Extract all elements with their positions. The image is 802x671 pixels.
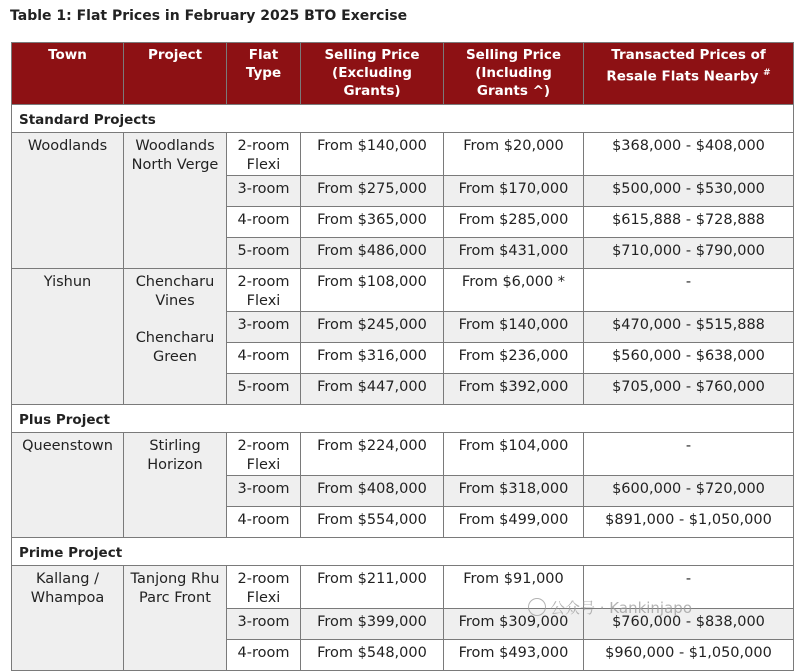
header-project: Project	[124, 43, 227, 105]
watermark-text: 公众号 · Kankinjapo	[550, 599, 692, 617]
selling-price-inc-cell: From $20,000	[444, 133, 584, 176]
resale-price-cell: $600,000 - $720,000	[584, 476, 794, 507]
project-name: Chencharu Vines	[135, 274, 215, 309]
town-cell: Yishun	[12, 269, 124, 405]
table-caption: Table 1: Flat Prices in February 2025 BTO Exercise	[10, 8, 408, 24]
selling-price-ex-cell: From $447,000	[301, 374, 444, 405]
flat-type-cell: 4-room	[227, 343, 301, 374]
resale-price-cell: $960,000 - $1,050,000	[584, 640, 794, 671]
selling-price-inc-cell: From $236,000	[444, 343, 584, 374]
section-row	[12, 538, 794, 566]
flat-type-cell: 3-room	[227, 312, 301, 343]
resale-price-cell: -	[584, 269, 794, 312]
header-resale	[584, 43, 794, 105]
selling-price-inc-cell: From $392,000	[444, 374, 584, 405]
flat-prices-table	[11, 42, 794, 671]
selling-price-ex-cell: From $245,000	[301, 312, 444, 343]
watermark	[528, 597, 692, 618]
project-cell	[124, 133, 227, 269]
table-body	[12, 105, 794, 671]
selling-price-inc-cell: From $91,000	[444, 566, 584, 609]
table-row	[12, 133, 794, 176]
header-flat-type: Flat Type	[227, 43, 301, 105]
resale-price-cell: $368,000 - $408,000	[584, 133, 794, 176]
selling-price-ex-cell: From $140,000	[301, 133, 444, 176]
table-row	[12, 433, 794, 476]
selling-price-ex-cell: From $275,000	[301, 176, 444, 207]
selling-price-ex-cell: From $399,000	[301, 609, 444, 640]
selling-price-ex-cell: From $108,000	[301, 269, 444, 312]
flat-type-cell: 3-room	[227, 176, 301, 207]
selling-price-ex-cell: From $224,000	[301, 433, 444, 476]
selling-price-inc-cell: From $170,000	[444, 176, 584, 207]
selling-price-inc-cell: From $140,000	[444, 312, 584, 343]
header-town: Town	[12, 43, 124, 105]
flat-type-cell: 2-room Flexi	[227, 269, 301, 312]
section-title: Plus Project	[12, 405, 794, 433]
selling-price-ex-cell: From $554,000	[301, 507, 444, 538]
flat-type-cell: 4-room	[227, 507, 301, 538]
town-cell: Woodlands	[12, 133, 124, 269]
selling-price-ex-cell: From $365,000	[301, 207, 444, 238]
header-resale-mark: #	[763, 68, 771, 78]
section-title: Standard Projects	[12, 105, 794, 133]
header-selling-price-ex: Selling Price (Excluding Grants)	[301, 43, 444, 105]
selling-price-inc-cell: From $104,000	[444, 433, 584, 476]
flat-type-cell: 5-room	[227, 238, 301, 269]
project-cell	[124, 566, 227, 671]
flat-type-cell: 2-room Flexi	[227, 133, 301, 176]
header-row	[12, 43, 794, 105]
flat-type-cell: 5-room	[227, 374, 301, 405]
resale-price-cell: -	[584, 566, 794, 609]
flat-type-cell: 4-room	[227, 640, 301, 671]
resale-price-cell: $560,000 - $638,000	[584, 343, 794, 374]
selling-price-inc-cell: From $318,000	[444, 476, 584, 507]
town-cell: Queenstown	[12, 433, 124, 538]
project-name: Woodlands North Verge	[131, 138, 219, 173]
section-row	[12, 105, 794, 133]
project-name: Stirling Horizon	[147, 438, 203, 473]
resale-price-cell: $705,000 - $760,000	[584, 374, 794, 405]
project-name: Tanjong Rhu Parc Front	[130, 571, 220, 606]
selling-price-inc-cell: From $285,000	[444, 207, 584, 238]
selling-price-inc-cell: From $309,000	[444, 609, 584, 640]
selling-price-ex-cell: From $486,000	[301, 238, 444, 269]
header-selling-price-inc: Selling Price (Including Grants ^)	[444, 43, 584, 105]
flat-type-cell: 3-room	[227, 476, 301, 507]
town-cell: Kallang / Whampoa	[12, 566, 124, 671]
selling-price-inc-cell: From $499,000	[444, 507, 584, 538]
section-title: Prime Project	[12, 538, 794, 566]
flat-type-cell: 3-room	[227, 609, 301, 640]
selling-price-inc-cell: From $6,000 *	[444, 269, 584, 312]
project-cell	[124, 433, 227, 538]
resale-price-cell: $710,000 - $790,000	[584, 238, 794, 269]
flat-type-cell: 4-room	[227, 207, 301, 238]
flat-type-cell: 2-room Flexi	[227, 433, 301, 476]
header-resale-label: Transacted Prices of Resale Flats Nearby	[606, 47, 766, 85]
selling-price-ex-cell: From $548,000	[301, 640, 444, 671]
resale-price-cell: $760,000 - $838,000	[584, 609, 794, 640]
table-row	[12, 269, 794, 312]
selling-price-inc-cell: From $493,000	[444, 640, 584, 671]
selling-price-ex-cell: From $408,000	[301, 476, 444, 507]
resale-price-cell: $500,000 - $530,000	[584, 176, 794, 207]
project-cell	[124, 269, 227, 405]
section-row	[12, 405, 794, 433]
wechat-icon	[528, 598, 546, 616]
project-name-secondary: Chencharu Green	[135, 330, 215, 365]
resale-price-cell: $470,000 - $515,888	[584, 312, 794, 343]
resale-price-cell: $615,888 - $728,888	[584, 207, 794, 238]
resale-price-cell: $891,000 - $1,050,000	[584, 507, 794, 538]
flat-type-cell: 2-room Flexi	[227, 566, 301, 609]
selling-price-inc-cell: From $431,000	[444, 238, 584, 269]
selling-price-ex-cell: From $211,000	[301, 566, 444, 609]
resale-price-cell: -	[584, 433, 794, 476]
selling-price-ex-cell: From $316,000	[301, 343, 444, 374]
